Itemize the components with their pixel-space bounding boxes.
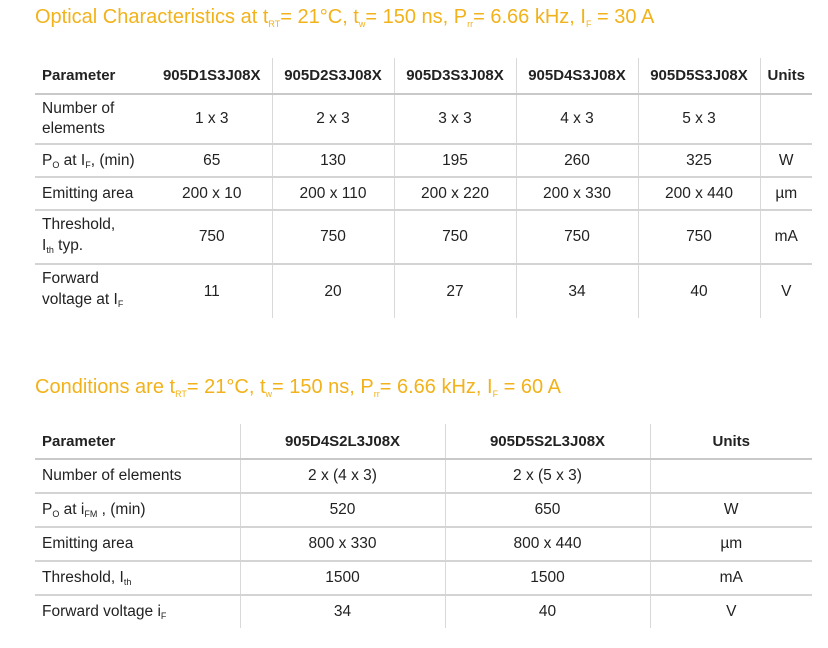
value-cell: 750 (152, 210, 272, 264)
column-header: Parameter (35, 58, 152, 94)
value-cell: 750 (394, 210, 516, 264)
value-cell: 200 x 110 (272, 177, 394, 210)
value-cell: 750 (272, 210, 394, 264)
value-cell: 2 x 3 (272, 94, 394, 144)
value-cell: 3 x 3 (394, 94, 516, 144)
value-cell: 34 (516, 264, 638, 318)
column-header: Parameter (35, 424, 240, 459)
table-row (35, 561, 812, 595)
unit-cell: mA (760, 210, 812, 264)
parameter-cell: Forward voltage at $I_F$ (42, 270, 124, 309)
value-cell: 750 (638, 210, 760, 264)
value-cell: 4 x 3 (516, 94, 638, 144)
value-cell: 2 x (5 x 3) (445, 459, 650, 493)
parameter-cell: Forward voltage $i_F$ (42, 603, 167, 621)
table-row (35, 527, 812, 561)
parameter-cell: Emitting area (35, 177, 152, 210)
value-cell: 750 (516, 210, 638, 264)
value-cell: 2 x (4 x 3) (240, 459, 445, 493)
column-header: 905D3S3J08X (394, 58, 516, 94)
value-cell: 800 x 330 (240, 527, 445, 561)
unit-cell: W (650, 493, 812, 527)
conditions-heading: Conditions are $t_{RT}= 21^\circ C$, $t_w= 150$ ns, $P_{rr}= 6.66$ kHz, $I_F = 60$ A (35, 376, 561, 399)
unit-cell: µm (650, 527, 812, 561)
optical-characteristics-table (35, 58, 812, 318)
value-cell: 195 (394, 144, 516, 177)
column-header: 905D4S3J08X (516, 58, 638, 94)
value-cell: 200 x 330 (516, 177, 638, 210)
table-row (35, 595, 812, 628)
column-header: Units (760, 58, 812, 94)
unit-cell: mA (650, 561, 812, 595)
value-cell: 20 (272, 264, 394, 318)
parameter-cell: Number of elements (35, 94, 152, 144)
column-header: 905D4S2L3J08X (240, 424, 445, 459)
parameter-cell: Number of elements (35, 459, 240, 493)
value-cell: 200 x 10 (152, 177, 272, 210)
value-cell: 27 (394, 264, 516, 318)
value-cell: 130 (272, 144, 394, 177)
value-cell: 40 (638, 264, 760, 318)
table-row (35, 144, 812, 177)
value-cell: 34 (240, 595, 445, 628)
value-cell: 200 x 220 (394, 177, 516, 210)
table-row (35, 493, 812, 527)
value-cell: 1 x 3 (152, 94, 272, 144)
table-header-row (35, 58, 812, 94)
value-cell: 520 (240, 493, 445, 527)
column-header: Units (650, 424, 812, 459)
value-cell: 325 (638, 144, 760, 177)
parameter-cell: $P_O$ at $I_F$, (min) (35, 144, 152, 177)
value-cell: 65 (152, 144, 272, 177)
value-cell: 1500 (445, 561, 650, 595)
value-cell: 1500 (240, 561, 445, 595)
unit-cell: µm (760, 177, 812, 210)
table-row (35, 94, 812, 144)
table-row (35, 177, 812, 210)
column-header: 905D1S3J08X (152, 58, 272, 94)
value-cell: 800 x 440 (445, 527, 650, 561)
table-row (35, 459, 812, 493)
value-cell: 5 x 3 (638, 94, 760, 144)
value-cell: 11 (203, 282, 220, 300)
parameter-cell: $P_O$ at $i_{FM}$ , (min) (35, 493, 240, 527)
table-header-row (35, 424, 812, 459)
value-cell: 200 x 440 (638, 177, 760, 210)
column-header: 905D5S3J08X (638, 58, 760, 94)
unit-cell (650, 459, 812, 493)
table-row (35, 210, 812, 264)
table-row (35, 264, 812, 318)
column-header: 905D2S3J08X (272, 58, 394, 94)
value-cell: 650 (445, 493, 650, 527)
parameter-cell: Threshold, $I_{th}$ typ. (35, 210, 152, 264)
parameter-cell: Threshold, $I_{th}$ (35, 561, 240, 595)
value-cell: 260 (516, 144, 638, 177)
unit-cell: W (760, 144, 812, 177)
unit-cell: V (650, 595, 812, 628)
parameter-cell: Emitting area (35, 527, 240, 561)
unit-cell (760, 94, 812, 144)
optical-characteristics-heading: Optical Characteristics at $t_{RT}= 21^\circ C$, $t_w= 150$ ns, $P_{rr}= 6.66$ kHz, $I_F = 30$ A (35, 6, 655, 29)
value-cell: 40 (445, 595, 650, 628)
column-header: 905D5S2L3J08X (445, 424, 650, 459)
unit-cell: V (760, 264, 812, 318)
conditions-table (35, 424, 812, 628)
